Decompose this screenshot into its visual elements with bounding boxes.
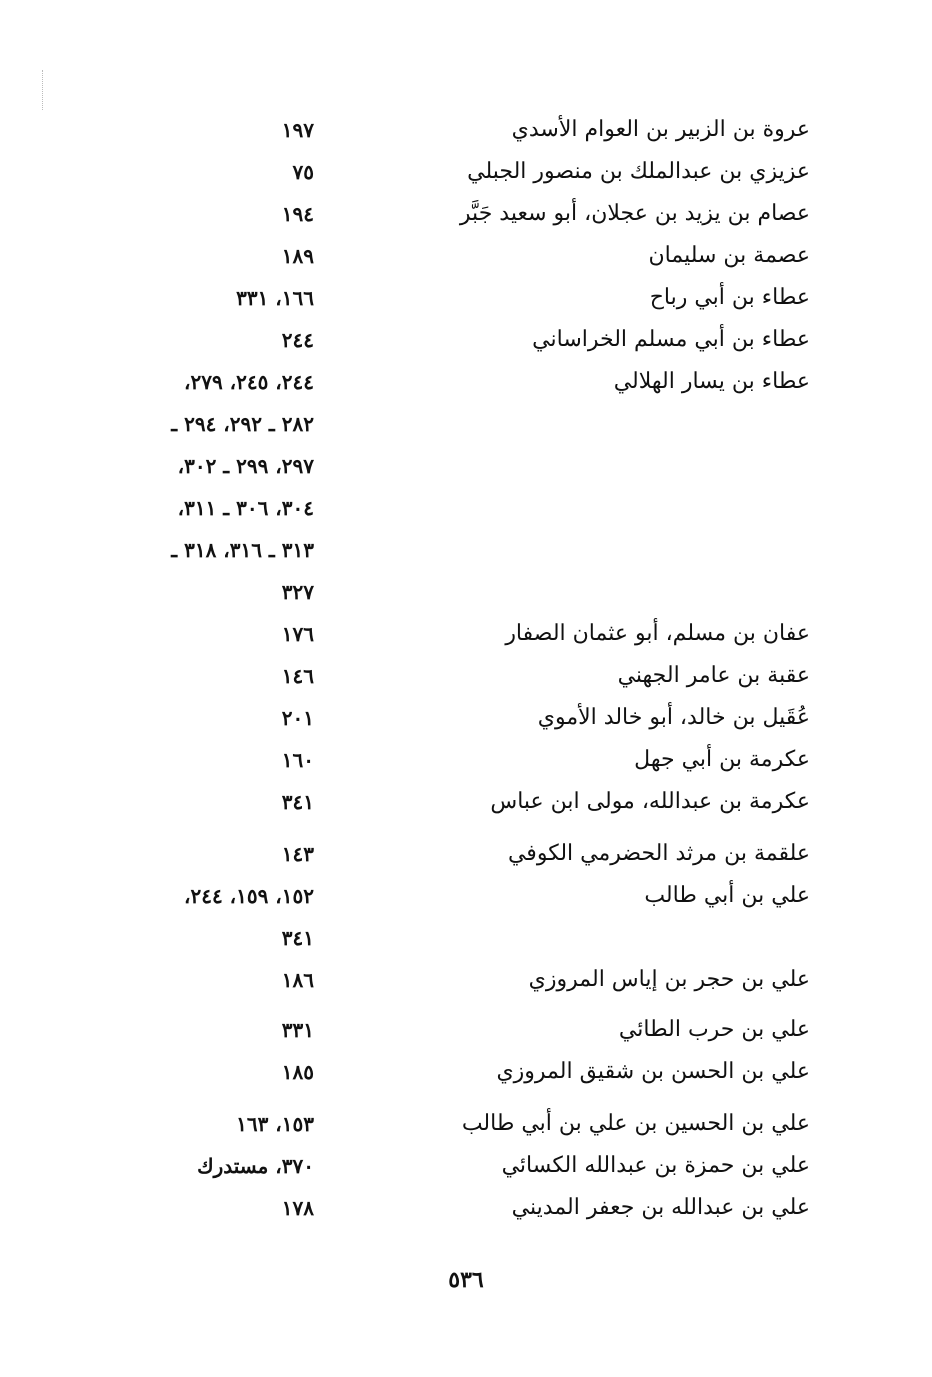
index-entry-continuation xyxy=(0,572,932,612)
index-entry xyxy=(0,194,932,234)
entry-name: عزيزي بن عبدالملك بن منصور الجبلي xyxy=(467,159,810,184)
index-entry xyxy=(0,782,932,822)
index-entry xyxy=(0,876,932,916)
index-entry xyxy=(0,740,932,780)
index-entry xyxy=(0,362,932,402)
entry-pages: ٣٧٠، مستدرك xyxy=(197,1154,314,1178)
page-number: ٥٣٦ xyxy=(448,1267,484,1293)
entry-pages: ٣٤١ xyxy=(281,790,314,814)
entry-pages: ٧٥ xyxy=(292,160,314,184)
entry-pages: ٢٩٧، ٢٩٩ ـ ٣٠٢، xyxy=(177,454,314,478)
index-entry-continuation xyxy=(0,488,932,528)
entry-pages: ٣٣١ xyxy=(281,1018,314,1042)
index-entry xyxy=(0,656,932,696)
entry-name: علي بن حجر بن إياس المروزي xyxy=(528,967,810,992)
entry-name: علي بن عبدالله بن جعفر المديني xyxy=(511,1195,810,1220)
entry-pages: ١٩٤ xyxy=(281,202,314,226)
entry-name: عصام بن يزيد بن عجلان، أبو سعيد جَبَّر xyxy=(459,201,810,226)
index-entry xyxy=(0,1052,932,1092)
entry-pages: ٣٠٤، ٣٠٦ ـ ٣١١، xyxy=(177,496,314,520)
index-entry xyxy=(0,834,932,874)
index-entry xyxy=(0,152,932,192)
entry-pages: ٣١٣ ـ ٣١٦، ٣١٨ ـ xyxy=(171,538,314,562)
index-entry xyxy=(0,960,932,1000)
entry-name: علي بن الحسين بن علي بن أبي طالب xyxy=(461,1111,810,1136)
entry-pages: ٢٤٤، ٢٤٥، ٢٧٩، xyxy=(183,370,314,394)
index-entry xyxy=(0,110,932,150)
entry-pages: ١٤٣ xyxy=(281,842,314,866)
entry-pages: ١٩٧ xyxy=(281,118,314,142)
entry-pages: ١٧٨ xyxy=(281,1196,314,1220)
index-entry xyxy=(0,1010,932,1050)
entry-name: عصمة بن سليمان xyxy=(648,243,810,268)
index-entry xyxy=(0,614,932,654)
margin-mark xyxy=(42,70,44,110)
index-entry xyxy=(0,1146,932,1186)
index-entry xyxy=(0,320,932,360)
index-entry-continuation xyxy=(0,404,932,444)
index-entry-continuation xyxy=(0,446,932,486)
entry-name: علي بن حرب الطائي xyxy=(618,1017,810,1042)
index-entry-continuation xyxy=(0,918,932,958)
index-entry xyxy=(0,236,932,276)
entry-name: عروة بن الزبير بن العوام الأسدي xyxy=(511,117,810,142)
entry-pages: ١٧٦ xyxy=(281,622,314,646)
entry-pages: ٢٤٤ xyxy=(281,328,314,352)
entry-pages: ٣٤١ xyxy=(281,926,314,950)
index-entry xyxy=(0,1188,932,1228)
entry-name: عطاء بن أبي مسلم الخراساني xyxy=(532,327,810,352)
entry-name: عطاء بن يسار الهلالي xyxy=(613,369,810,394)
index-entry-continuation xyxy=(0,530,932,570)
entry-name: علي بن الحسن بن شقيق المروزي xyxy=(496,1059,810,1084)
entry-pages: ١٦٠ xyxy=(281,748,314,772)
entry-name: علي بن أبي طالب xyxy=(644,883,810,908)
entry-pages: ٢٠١ xyxy=(281,706,314,730)
entry-pages: ١٦٦، ٣٣١ xyxy=(236,286,314,310)
index-entry xyxy=(0,1104,932,1144)
entry-pages: ١٨٩ xyxy=(281,244,314,268)
entry-name: عطاء بن أبي رباح xyxy=(649,285,810,310)
index-entry xyxy=(0,278,932,318)
entry-pages: ١٨٦ xyxy=(281,968,314,992)
entry-pages: ٢٨٢ ـ ٢٩٢، ٢٩٤ ـ xyxy=(171,412,314,436)
entry-pages: ١٥٣، ١٦٣ xyxy=(236,1112,314,1136)
entry-name: عكرمة بن عبدالله، مولى ابن عباس xyxy=(490,789,810,814)
index-entry xyxy=(0,698,932,738)
entry-name: عُقَيل بن خالد، أبو خالد الأموي xyxy=(537,705,810,730)
entry-name: علي بن حمزة بن عبدالله الكسائي xyxy=(501,1153,810,1178)
entry-pages: ١٥٢، ١٥٩، ٢٤٤، xyxy=(183,884,314,908)
entry-pages: ١٨٥ xyxy=(281,1060,314,1084)
entry-name: علقمة بن مرثد الحضرمي الكوفي xyxy=(507,841,810,866)
entry-name: عقبة بن عامر الجهني xyxy=(617,663,810,688)
entry-name: عفان بن مسلم، أبو عثمان الصفار xyxy=(505,621,810,646)
entry-name: عكرمة بن أبي جهل xyxy=(634,747,810,772)
entry-pages: ٣٢٧ xyxy=(281,580,314,604)
entry-pages: ١٤٦ xyxy=(281,664,314,688)
